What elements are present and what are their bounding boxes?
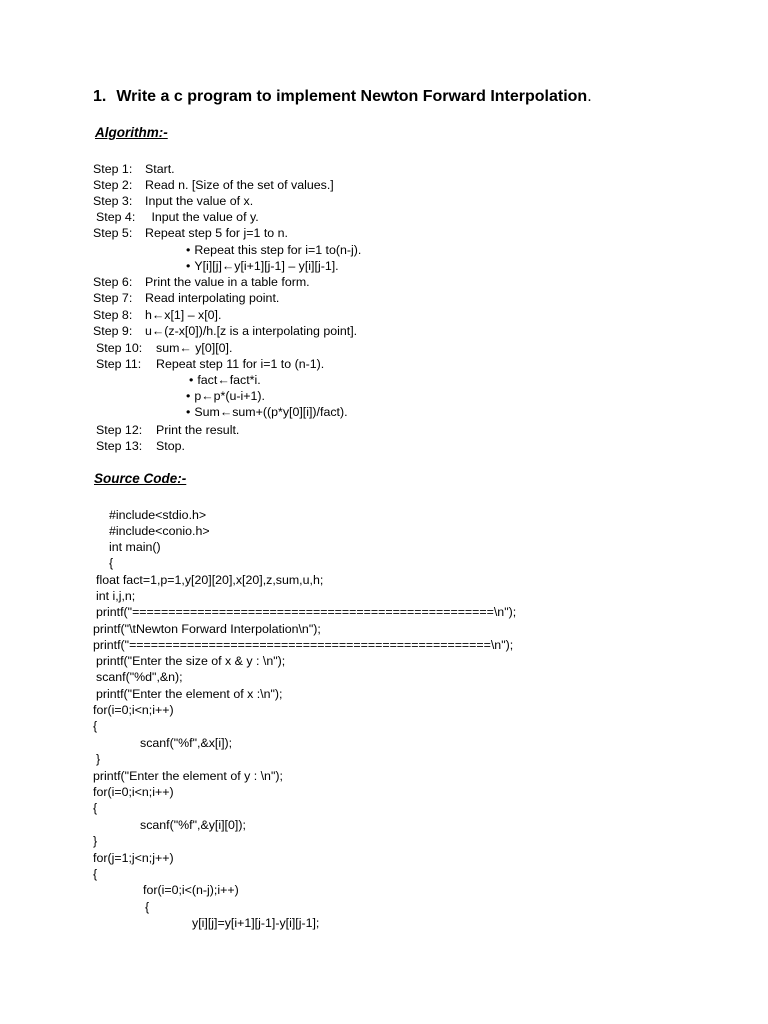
code-line: } bbox=[96, 752, 101, 766]
code-line: { bbox=[93, 867, 98, 881]
algorithm-step: Step 10: sum← y[0][0]. bbox=[96, 341, 233, 355]
algorithm-step: Step 5: Repeat step 5 for j=1 to n. bbox=[93, 226, 288, 240]
algorithm-step: Step 3: Input the value of x. bbox=[93, 194, 254, 208]
code-line: printf("Enter the element of x :\n"); bbox=[96, 687, 283, 701]
question-title: Write a c program to implement Newton Forward Interpolation bbox=[116, 88, 588, 105]
code-line: for(i=0;i<n;i++) bbox=[93, 785, 174, 799]
code-line: printf("==================================================\n"); bbox=[96, 605, 517, 619]
code-line: printf("\tNewton Forward Interpolation\n"); bbox=[93, 622, 321, 636]
algorithm-step: Step 13: Stop. bbox=[96, 439, 185, 453]
code-line: printf("Enter the size of x & y : \n"); bbox=[96, 654, 286, 668]
code-line: for(i=0;i<n;i++) bbox=[93, 703, 174, 717]
algorithm-step: Step 7: Read interpolating point. bbox=[93, 291, 280, 305]
algorithm-bullet: • Repeat this step for i=1 to(n-j). bbox=[186, 242, 361, 258]
code-line: #include<stdio.h> bbox=[109, 508, 207, 522]
algorithm-step: Step 1: Start. bbox=[93, 162, 175, 176]
code-line: printf("==================================================\n"); bbox=[93, 638, 514, 652]
question-number: 1. bbox=[93, 88, 107, 105]
code-line: int i,j,n; bbox=[96, 589, 136, 603]
code-line: #include<conio.h> bbox=[109, 524, 210, 538]
algorithm-step: Step 8: h←x[1] – x[0]. bbox=[93, 308, 222, 322]
code-line: { bbox=[145, 900, 150, 914]
code-line: { bbox=[109, 556, 114, 570]
code-line: for(j=1;j<n;j++) bbox=[93, 851, 174, 865]
algorithm-bullet: • Sum←sum+((p*y[0][i])/fact). bbox=[186, 404, 348, 420]
code-line: y[i][j]=y[i+1][j-1]-y[i][j-1]; bbox=[192, 916, 320, 930]
algorithm-label: Algorithm:- bbox=[95, 125, 168, 140]
code-line: { bbox=[93, 801, 98, 815]
code-line: { bbox=[93, 719, 98, 733]
algorithm-step: Step 9: u←(z-x[0])/h.[z is a interpolating point]. bbox=[93, 324, 358, 338]
code-line: for(i=0;i<(n-j);i++) bbox=[143, 883, 239, 897]
code-line: printf("Enter the element of y : \n"); bbox=[93, 769, 283, 783]
code-line: int main() bbox=[109, 540, 161, 554]
algorithm-bullet: • p←p*(u-i+1). bbox=[186, 388, 265, 404]
algorithm-step: Step 2: Read n. [Size of the set of values.] bbox=[93, 178, 334, 192]
algorithm-step: Step 4: Input the value of y. bbox=[96, 210, 259, 224]
algorithm-step: Step 11: Repeat step 11 for i=1 to (n-1). bbox=[96, 357, 325, 371]
code-line: scanf("%f",&x[i]); bbox=[140, 736, 233, 750]
source-code-label: Source Code:- bbox=[94, 471, 187, 486]
algorithm-step: Step 12: Print the result. bbox=[96, 423, 240, 437]
code-line: } bbox=[93, 834, 98, 848]
algorithm-bullet: • fact←fact*i. bbox=[189, 372, 261, 388]
code-line: scanf("%d",&n); bbox=[96, 670, 183, 684]
algorithm-step: Step 6: Print the value in a table form. bbox=[93, 275, 310, 289]
code-line: scanf("%f",&y[i][0]); bbox=[140, 818, 246, 832]
code-line: float fact=1,p=1,y[20][20],x[20],z,sum,u,h; bbox=[96, 573, 324, 587]
question-heading bbox=[93, 88, 592, 106]
algorithm-bullet: • Y[i][j]←y[i+1][j-1] – y[i][j-1]. bbox=[186, 258, 339, 274]
question-title-period: . bbox=[587, 88, 592, 105]
